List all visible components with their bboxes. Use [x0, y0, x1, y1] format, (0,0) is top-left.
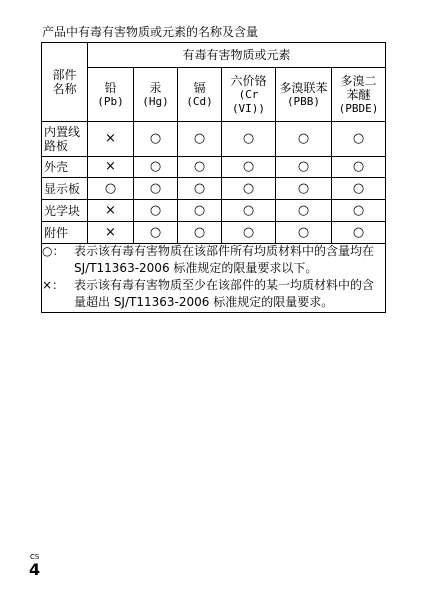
substance-name: 多溴二	[340, 73, 377, 88]
substance-header-cr6	[222, 68, 276, 122]
note-text: 表示该有毒有害物质至少在该部件的某一均质材料中的含量超出 SJ/T11363-2006 标准规定的限量要求。	[74, 278, 375, 309]
mark-cell: ○	[276, 122, 332, 157]
part-name-cell: 附件	[42, 222, 88, 244]
substance-symbol: (Pb)	[97, 94, 124, 108]
substance-symbol-line1: (Cr	[238, 87, 259, 101]
mark-cell: ○	[178, 200, 222, 222]
mark-cell: ○	[222, 222, 276, 244]
note-symbol: ×：	[42, 278, 65, 292]
mark-cell: ○	[332, 178, 386, 200]
mark-cell: ○	[178, 222, 222, 244]
table-header-row-2	[42, 68, 386, 122]
note-circle	[42, 243, 382, 277]
substance-header-pb	[88, 68, 134, 122]
mark-cell: ×	[88, 122, 134, 157]
mark-cell: ○	[178, 178, 222, 200]
substance-header-pbb	[276, 68, 332, 122]
substances-group-header: 有毒有害物质或元素	[88, 43, 386, 68]
mark-cell: ○	[332, 122, 386, 157]
mark-cell: ○	[276, 178, 332, 200]
table-row	[42, 222, 386, 244]
mark-cell: ○	[276, 157, 332, 178]
table-notes	[42, 243, 382, 311]
substance-name: 多溴联苯	[279, 80, 328, 95]
part-name-header-line2: 名称	[52, 82, 77, 96]
substance-symbol: (Cd)	[186, 94, 213, 108]
mark-cell: ○	[134, 222, 178, 244]
mark-cell: ○	[134, 178, 178, 200]
substance-name: 汞	[149, 80, 162, 95]
part-name-cell: 显示板	[42, 178, 88, 200]
mark-cell: ○	[178, 122, 222, 157]
mark-cell: ○	[88, 178, 134, 200]
table-header-row-1	[42, 43, 386, 68]
part-name-header	[42, 43, 88, 122]
mark-cell: ○	[178, 157, 222, 178]
substance-symbol: (PBDE)	[338, 101, 379, 115]
part-name-line2: 路板	[44, 139, 69, 153]
note-cross	[42, 277, 382, 311]
mark-cell: ○	[332, 200, 386, 222]
mark-cell: ○	[332, 157, 386, 178]
substance-header-cd	[178, 68, 222, 122]
substance-symbol: (PBB)	[286, 94, 321, 108]
mark-cell: ○	[276, 222, 332, 244]
substance-name: 镉	[193, 80, 206, 95]
substance-name: 铅	[104, 80, 117, 95]
mark-cell: ○	[332, 222, 386, 244]
substance-name: 六价铬	[230, 73, 267, 88]
mark-cell: ○	[222, 157, 276, 178]
part-name-cell: 光学块	[42, 200, 88, 222]
substance-symbol: (Hg)	[142, 94, 169, 108]
note-symbol: ○：	[42, 244, 65, 258]
table-row	[42, 200, 386, 222]
mark-cell: ○	[222, 178, 276, 200]
part-name-cell: 外壳	[42, 157, 88, 178]
part-name-line1: 内置线	[44, 125, 81, 139]
page-title: 产品中有毒有害物质或元素的名称及含量	[42, 25, 259, 39]
mark-cell: ×	[88, 200, 134, 222]
substance-name-line2: 苯醚	[346, 87, 371, 102]
note-text: 表示该有毒有害物质在该部件所有均质材料中的含量均在 SJ/T11363-2006 标准规定的限量要求以下。	[74, 244, 375, 275]
page-number: 4	[29, 560, 41, 579]
language-code: CS	[30, 553, 40, 561]
part-name-cell	[42, 122, 88, 157]
substance-header-hg	[134, 68, 178, 122]
table-row	[42, 178, 386, 200]
part-name-header-line1: 部件	[52, 68, 77, 82]
mark-cell: ○	[222, 200, 276, 222]
mark-cell: ○	[134, 122, 178, 157]
mark-cell: ○	[222, 122, 276, 157]
substance-header-pbde	[332, 68, 386, 122]
substance-symbol-line2: (VI))	[231, 101, 266, 115]
mark-cell: ×	[88, 222, 134, 244]
mark-cell: ○	[134, 157, 178, 178]
mark-cell: ○	[134, 200, 178, 222]
table-row	[42, 157, 386, 178]
table-row	[42, 122, 386, 157]
mark-cell: ×	[88, 157, 134, 178]
mark-cell: ○	[276, 200, 332, 222]
